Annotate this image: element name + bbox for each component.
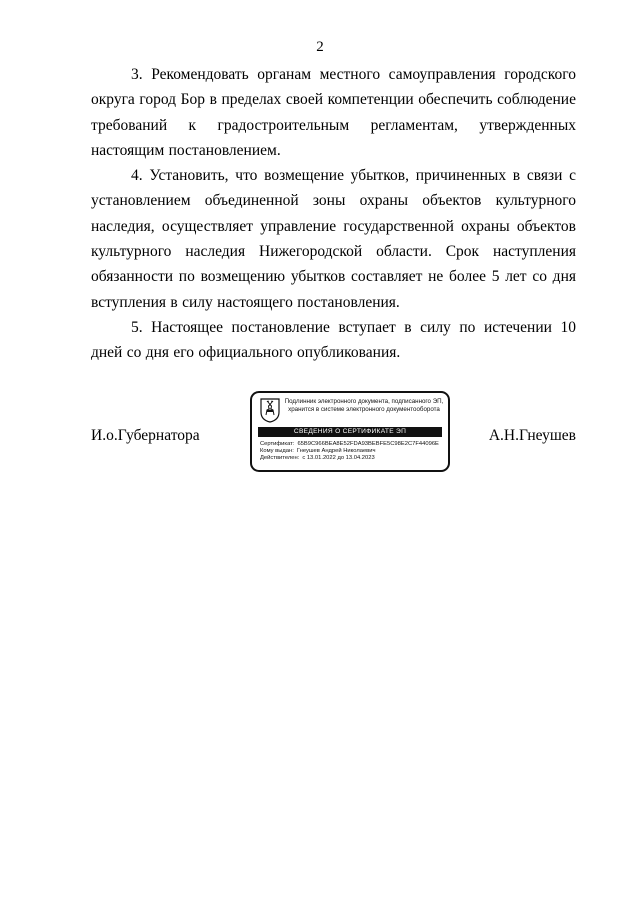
paragraph-3: 3. Рекомендовать органам местного самоуправления городского округа город Бор в пределах своей компетенции обеспечить соблюдение требований к градостроительным регламентам, утвержденных настоящим постановлением. <box>91 66 576 159</box>
valid-label: Действителен: <box>260 455 300 462</box>
paragraph-4: 4. Установить, что возмещение убытков, причиненных в связи с установлением объединенной зоны охраны объектов культурного наследия, осуществляет управление государственной охраны объектов культурного наследия Нижегородской области. Срок наступления обязанности по возмещению убытков составляет не более 5 лет со дня вступления в силу настоящего постановления. <box>91 167 576 311</box>
signer-title: И.о.Губернатора <box>91 427 200 444</box>
issued-to-value: Гнеушев Андрей Николаевич <box>296 448 376 455</box>
signer-name: А.Н.Гнеушев <box>488 427 576 444</box>
certificate-value: 65B9C966BEA8E52FDA93BEBFE5C98E2C7F44096E <box>297 441 439 447</box>
paragraph-5: 5. Настоящее постановление вступает в силу по истечении 10 дней со дня его официального опубликования. <box>91 318 576 362</box>
stamp-certificate-bar: СВЕДЕНИЯ О СЕРТИФИКАТЕ ЭП <box>258 427 442 437</box>
page-number: 2 <box>316 39 324 55</box>
certificate-label: Сертификат: <box>260 441 295 447</box>
nizhny-novgorod-deer-crest-icon <box>260 398 280 423</box>
electronic-signature-stamp <box>250 391 450 472</box>
stamp-certificate-details <box>260 441 444 463</box>
document-body <box>91 62 576 366</box>
stamp-header-text <box>284 398 444 414</box>
stamp-header-line-2: хранится в системе электронного документооборота <box>288 406 440 413</box>
stamp-header-area <box>258 397 444 427</box>
stamp-header-line-1: Подлинник электронного документа, подписанного ЭП, <box>284 398 444 405</box>
valid-value: с 13.01.2022 до 13.04.2023 <box>302 455 375 462</box>
stamp-valid-row <box>260 455 444 462</box>
issued-to-label: Кому выдан: <box>260 448 294 455</box>
